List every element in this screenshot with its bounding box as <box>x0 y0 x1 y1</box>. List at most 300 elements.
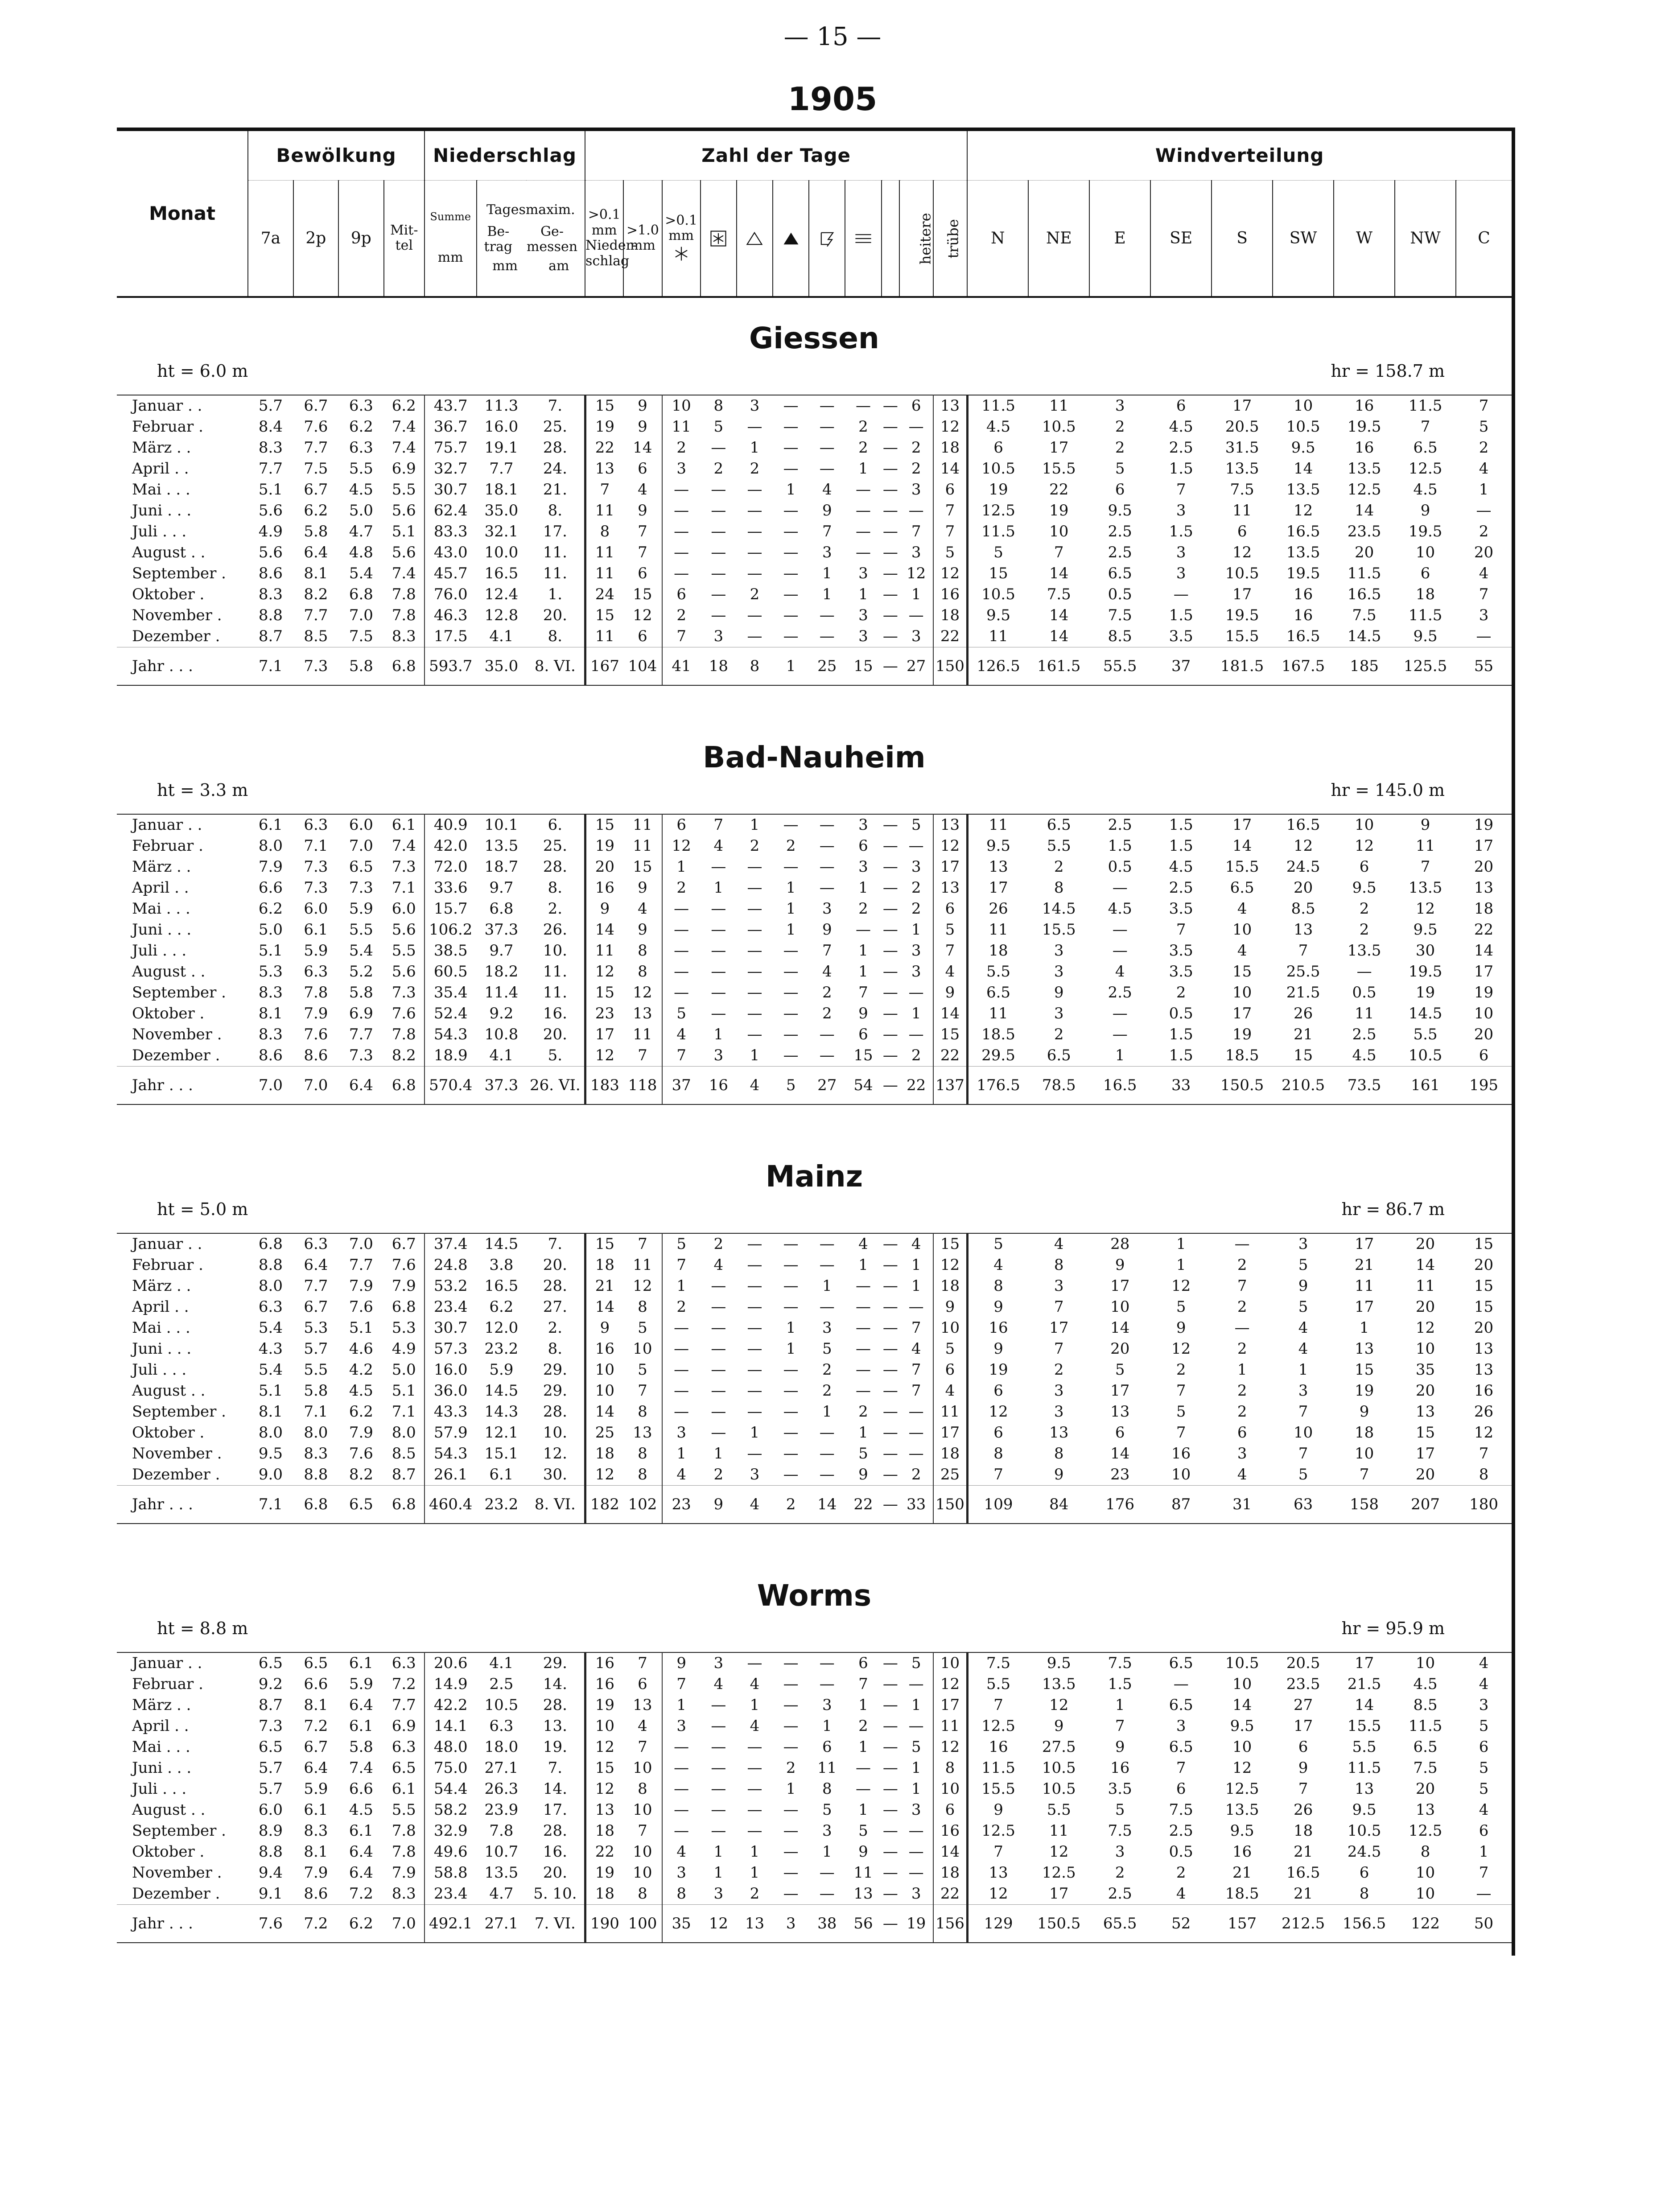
table-cell: 28 <box>1089 1233 1150 1255</box>
month-label: Jahr . . . <box>117 1905 248 1943</box>
table-cell: 8.3 <box>304 1822 328 1840</box>
table-cell: 7 <box>899 1318 933 1339</box>
table-cell: 6 <box>933 479 967 500</box>
table-cell: 11 <box>595 502 615 519</box>
table-cell: 27 <box>1293 1696 1313 1714</box>
table-cell: — <box>711 481 726 498</box>
table-cell: 12.5 <box>981 502 1015 519</box>
table-cell: 14.5 <box>477 1233 527 1255</box>
table-cell: 9 <box>993 1298 1003 1316</box>
table-cell: 7.0 <box>384 1905 424 1943</box>
table-cell: 102 <box>623 1486 662 1524</box>
table-cell: — <box>674 1738 689 1756</box>
table-cell: 30.7 <box>433 1319 468 1337</box>
table-cell: 4 <box>993 1256 1003 1274</box>
table-cell: 2 <box>1237 1382 1247 1400</box>
table-cell: 19 <box>595 418 615 436</box>
table-cell: — <box>1476 627 1492 645</box>
table-cell: — <box>773 1652 809 1674</box>
table-cell: — <box>882 439 898 457</box>
graupel-icon <box>781 229 801 248</box>
header-tagesmaxim-label: Tagesmaxim. <box>486 202 575 218</box>
table-cell: 13 <box>623 1695 662 1716</box>
table-cell: — <box>899 416 933 437</box>
table-cell: 8.3 <box>258 585 283 603</box>
table-cell: 5.8 <box>304 1382 328 1400</box>
table-cell: — <box>882 1424 898 1442</box>
table-cell: 5 <box>662 1233 701 1255</box>
table-cell: — <box>674 481 689 498</box>
table-cell: 23.2 <box>484 1340 519 1358</box>
month-label: April . . <box>132 460 189 478</box>
table-cell: 6.8 <box>349 585 373 603</box>
table-cell: 167 <box>585 647 623 686</box>
table-cell: 10 <box>595 1717 615 1735</box>
table-cell: 16 <box>595 1675 615 1693</box>
table-cell: 3 <box>1115 1843 1125 1861</box>
table-cell: — <box>783 1696 799 1714</box>
header-bottom-rule <box>117 296 1512 298</box>
table-cell: — <box>1112 1005 1128 1022</box>
table-cell: — <box>899 1841 933 1862</box>
table-cell: 12 <box>595 963 615 980</box>
table-cell: 54.3 <box>433 1445 468 1462</box>
table-cell: 8 <box>993 1277 1003 1295</box>
table-cell: 26.1 <box>433 1466 468 1483</box>
table-cell: — <box>711 1361 726 1379</box>
table-row <box>117 1821 1512 1841</box>
table-cell: 5 <box>993 544 1003 561</box>
table-cell: 1 <box>750 1843 760 1861</box>
table-cell: 12 <box>1232 1759 1252 1777</box>
table-cell: 7 <box>993 1843 1003 1861</box>
table-cell: 7 <box>1298 1403 1308 1421</box>
table-cell: 6 <box>1479 1046 1489 1064</box>
table-cell: 8.5 <box>1413 1696 1438 1714</box>
table-cell: 19 <box>899 1905 933 1943</box>
table-row <box>117 1297 1512 1318</box>
table-cell: 16.5 <box>1286 523 1320 540</box>
fog-icon <box>853 229 873 248</box>
header-wind-sw: SW <box>1273 180 1334 296</box>
table-cell: 7 <box>1176 921 1186 939</box>
table-cell: — <box>747 921 762 939</box>
table-cell: 12 <box>595 1046 615 1064</box>
table-cell: 15 <box>933 1024 967 1045</box>
table-cell: 5.6 <box>384 542 424 563</box>
table-cell: — <box>783 1885 799 1903</box>
table-cell: 7.1 <box>304 837 328 855</box>
table-cell: 7 <box>933 940 967 961</box>
table-cell: 16.0 <box>433 1361 468 1379</box>
table-cell: 19 <box>595 1696 615 1714</box>
table-cell: 18 <box>933 437 967 458</box>
station-ht: ht = 6.0 m <box>157 361 248 381</box>
table-cell: 10 <box>623 1758 662 1779</box>
table-cell: 20 <box>1415 1780 1435 1798</box>
header-sym-fog <box>845 180 881 296</box>
table-cell: 18.5 <box>1225 1046 1259 1064</box>
table-cell: 5.1 <box>258 481 283 498</box>
header-betrag-unit: mm <box>492 258 518 274</box>
table-cell: 1 <box>899 584 933 605</box>
table-cell: — <box>819 1026 835 1043</box>
table-cell: 6.1 <box>384 1779 424 1800</box>
table-cell: — <box>899 836 933 857</box>
table-cell: — <box>674 984 689 1001</box>
table-cell: 17 <box>1232 585 1252 603</box>
table-cell: 18 <box>595 1256 615 1274</box>
table-cell: — <box>819 1424 835 1442</box>
table-cell: 14 <box>1232 1696 1252 1714</box>
table-cell: — <box>882 481 898 498</box>
table-cell: 55 <box>1456 647 1512 686</box>
table-cell: 9 <box>993 1801 1003 1819</box>
table-cell: — <box>819 858 835 876</box>
table-cell: 14 <box>1049 627 1069 645</box>
table-cell: 1 <box>1115 1696 1125 1714</box>
table-cell: 4.6 <box>349 1340 373 1358</box>
table-cell: 5.5 <box>986 963 1011 980</box>
table-cell: 6.2 <box>349 418 373 436</box>
table-cell: 10 <box>623 1800 662 1821</box>
table-cell: 4.5 <box>1169 418 1193 436</box>
table-cell: 6.0 <box>338 814 383 836</box>
month-label: Jahr . . . <box>117 647 248 686</box>
table-cell: 32.9 <box>433 1822 468 1840</box>
table-cell: 6.6 <box>258 879 283 897</box>
table-cell: 181.5 <box>1212 647 1273 686</box>
table-cell: — <box>711 921 726 939</box>
table-cell: 2 <box>1237 1298 1247 1316</box>
table-row <box>117 1422 1512 1443</box>
table-cell: — <box>855 481 871 498</box>
table-cell: 3 <box>822 1696 832 1714</box>
table-cell: 195 <box>1456 1067 1512 1105</box>
table-cell: 3.5 <box>1169 900 1193 918</box>
table-cell: 6 <box>993 439 1003 457</box>
table-cell: 1 <box>899 1695 933 1716</box>
table-cell: 6 <box>1298 1738 1308 1756</box>
station-name: Worms <box>757 1578 872 1613</box>
table-cell: 6 <box>623 563 662 584</box>
table-cell: 58.2 <box>433 1801 468 1819</box>
table-cell: 3 <box>822 900 832 918</box>
table-cell: — <box>747 1382 762 1400</box>
table-cell: 6.5 <box>1047 1046 1071 1064</box>
table-cell: 9.5 <box>1352 879 1377 897</box>
table-cell: — <box>855 544 871 561</box>
table-cell: 8 <box>1054 1256 1064 1274</box>
table-cell: 7.3 <box>384 982 424 1003</box>
table-cell: 3 <box>1176 564 1186 582</box>
header-windverteilung: Windverteilung <box>967 131 1512 180</box>
table-cell: 2 <box>1115 418 1125 436</box>
table-cell: 3 <box>858 858 868 876</box>
table-cell: 5 <box>967 1233 1028 1255</box>
table-cell: — <box>882 942 898 960</box>
table-cell: — <box>711 1319 726 1337</box>
table-cell: — <box>882 1801 898 1819</box>
table-cell: 5 <box>1479 418 1489 436</box>
table-cell: — <box>783 1382 799 1400</box>
table-cell: 7.7 <box>304 1277 328 1295</box>
table-cell: 12 <box>1232 544 1252 561</box>
table-cell: — <box>899 605 933 626</box>
table-cell: 1.5 <box>1108 1675 1132 1693</box>
table-cell: 9 <box>858 1843 868 1861</box>
table-cell: 22 <box>595 439 615 457</box>
table-cell: 17 <box>1474 963 1494 980</box>
table-cell: 16 <box>595 1340 615 1358</box>
table-cell: 5.5 <box>384 940 424 961</box>
table-cell: — <box>882 1319 898 1337</box>
month-label: Oktober . <box>132 1424 205 1442</box>
table-cell: 17 <box>1049 1885 1069 1903</box>
station-hr: hr = 95.9 m <box>1341 1619 1445 1638</box>
table-cell: 21 <box>1232 1864 1252 1882</box>
table-cell: 65.5 <box>1089 1905 1150 1943</box>
table-cell: 1 <box>750 1424 760 1442</box>
table-cell: 28. <box>526 857 585 877</box>
table-cell: 1 <box>858 879 868 897</box>
table-cell: 15.5 <box>1347 1717 1381 1735</box>
table-cell: 5.6 <box>384 919 424 940</box>
table-cell: 5.1 <box>384 1380 424 1401</box>
table-cell: 2 <box>1237 1256 1247 1274</box>
table-cell: 2 <box>1115 439 1125 457</box>
table-cell: 35 <box>662 1905 701 1943</box>
table-cell: 6.3 <box>258 1298 283 1316</box>
table-cell: 8.2 <box>304 585 328 603</box>
table-cell: 17 <box>1415 1445 1435 1462</box>
table-cell: 6. <box>526 814 585 836</box>
table-cell: 26. VI. <box>526 1067 585 1105</box>
table-cell: 6.8 <box>384 647 424 686</box>
table-cell: — <box>882 647 900 686</box>
table-cell: — <box>899 1674 933 1695</box>
month-label: Jahr . . . <box>117 1486 248 1524</box>
table-cell: 5 <box>933 542 967 563</box>
table-cell: 1. <box>526 584 585 605</box>
table-cell: — <box>1476 1885 1492 1903</box>
table-cell: 2 <box>676 879 686 897</box>
table-cell: — <box>773 814 809 836</box>
table-cell: 9 <box>623 919 662 940</box>
table-cell: 6.4 <box>349 1696 373 1714</box>
table-cell: 43.7 <box>424 395 477 416</box>
table-cell: 10 <box>662 395 701 416</box>
table-cell: 183 <box>585 1067 623 1105</box>
table-cell: 83.3 <box>433 523 468 540</box>
table-cell: 1 <box>1479 481 1489 498</box>
table-cell: — <box>783 984 799 1001</box>
table-cell: — <box>783 1361 799 1379</box>
table-cell: 13.5 <box>1225 1801 1259 1819</box>
table-row <box>117 1652 1512 1674</box>
table-cell: 13.5 <box>1225 460 1259 478</box>
table-cell: 14 <box>933 1003 967 1024</box>
table-cell: 15 <box>1232 963 1252 980</box>
table-row <box>117 395 1512 416</box>
table-cell: 6 <box>993 1382 1003 1400</box>
table-cell: — <box>711 1424 726 1442</box>
table-cell: 4 <box>1115 963 1125 980</box>
month-label: Juli . . . <box>132 942 187 960</box>
table-cell: 14 <box>595 1298 615 1316</box>
table-cell: 5.6 <box>384 500 424 521</box>
table-cell: 29. <box>526 1380 585 1401</box>
table-cell: 6.4 <box>349 1864 373 1882</box>
table-cell: — <box>882 1905 900 1943</box>
table-cell: 52 <box>1150 1905 1212 1943</box>
table-cell: 7 <box>676 1256 686 1274</box>
table-cell: 8 <box>623 1464 662 1486</box>
table-cell: 2 <box>822 1382 832 1400</box>
table-cell: 4.5 <box>1169 858 1193 876</box>
table-cell: 4 <box>737 1486 773 1524</box>
table-cell: 8.7 <box>258 1696 283 1714</box>
table-cell: 14 <box>1474 942 1494 960</box>
table-cell: 150 <box>933 647 967 686</box>
table-cell: 21 <box>1293 1885 1313 1903</box>
table-cell: — <box>819 1298 835 1316</box>
table-cell: 7.4 <box>349 1759 373 1777</box>
table-cell: 17 <box>1474 837 1494 855</box>
table-cell: 8 <box>623 1297 662 1318</box>
table-cell: 7.9 <box>384 1862 424 1883</box>
table-cell: — <box>674 1822 689 1840</box>
table-cell: 11.5 <box>1408 1717 1442 1735</box>
table-cell: 10 <box>1415 1340 1435 1358</box>
header-sym-snow <box>701 180 737 296</box>
table-cell: 1 <box>786 1780 796 1798</box>
table-cell: 11 <box>672 418 691 436</box>
table-cell: — <box>882 1067 900 1105</box>
table-cell: — <box>783 564 799 582</box>
month-label: Januar . . <box>117 814 248 836</box>
table-row <box>117 814 1512 836</box>
table-cell: 1 <box>899 1779 933 1800</box>
table-cell: 21 <box>1293 1843 1313 1861</box>
table-cell: 6.1 <box>304 921 328 939</box>
table-cell: 12 <box>623 1276 662 1297</box>
table-cell: 9 <box>822 502 832 519</box>
table-cell: 7 <box>899 1380 933 1401</box>
table-cell: 7.9 <box>258 858 283 876</box>
table-cell: 1 <box>1237 1361 1247 1379</box>
month-label: Mai . . . <box>132 1738 190 1756</box>
table-cell: 18 <box>595 1445 615 1462</box>
table-cell: — <box>882 502 898 519</box>
table-cell: 8.2 <box>384 1045 424 1067</box>
table-cell: 6.4 <box>349 1843 373 1861</box>
table-cell: 2 <box>858 439 868 457</box>
table-cell: — <box>711 606 726 624</box>
table-cell: 125.5 <box>1395 647 1456 686</box>
table-cell: 18 <box>933 1443 967 1464</box>
table-cell: 1 <box>858 963 868 980</box>
table-cell: 5 <box>933 919 967 940</box>
month-label: März . . <box>132 1696 191 1714</box>
table-cell: 9 <box>623 877 662 898</box>
table-cell: 2 <box>750 460 760 478</box>
month-label: Januar . . <box>117 1652 248 1674</box>
table-row <box>117 1464 1512 1486</box>
table-cell: 6.1 <box>338 1652 383 1674</box>
table-cell: 6.2 <box>304 502 328 519</box>
table-cell: 7.6 <box>384 1255 424 1276</box>
table-cell: 5.7 <box>304 1340 328 1358</box>
month-label: April . . <box>132 1298 189 1316</box>
table-cell: 17 <box>1334 1233 1395 1255</box>
table-cell: 13 <box>623 1003 662 1024</box>
table-cell: 18 <box>595 1822 615 1840</box>
table-cell: — <box>882 858 898 876</box>
table-cell: 9 <box>600 900 610 918</box>
table-cell: — <box>855 1759 871 1777</box>
table-cell: 6.5 <box>1413 1738 1438 1756</box>
table-cell: 7 <box>822 523 832 540</box>
right-rule <box>1512 128 1515 1956</box>
table-cell: 12.5 <box>1042 1864 1076 1882</box>
table-row <box>117 1800 1512 1821</box>
table-cell: 15 <box>1456 1233 1512 1255</box>
table-cell: — <box>783 1466 799 1483</box>
table-cell: 26 <box>989 900 1008 918</box>
table-cell: 13.5 <box>1347 942 1381 960</box>
table-row <box>117 1695 1512 1716</box>
table-cell: 2 <box>750 585 760 603</box>
table-cell: 16.5 <box>1089 1067 1150 1105</box>
table-cell: 5.6 <box>258 544 283 561</box>
table-cell: 18.9 <box>433 1046 468 1064</box>
table-cell: — <box>1173 585 1189 603</box>
table-row <box>117 1233 1512 1255</box>
table-cell: 10 <box>1232 1675 1252 1693</box>
table-cell: 2 <box>1359 921 1369 939</box>
table-cell: 6.8 <box>293 1486 338 1524</box>
table-cell: 176 <box>1089 1486 1150 1524</box>
table-cell: — <box>674 1801 689 1819</box>
table-cell: 18 <box>933 1276 967 1297</box>
table-cell: 5.3 <box>384 1318 424 1339</box>
table-cell: 3 <box>899 1883 933 1905</box>
table-cell: 9 <box>1115 1738 1125 1756</box>
table-cell: 4 <box>1237 942 1247 960</box>
table-cell: 1 <box>858 585 868 603</box>
table-cell: 0.5 <box>1352 984 1377 1001</box>
table-cell: 14 <box>1354 502 1374 519</box>
table-cell: 3 <box>1054 1005 1064 1022</box>
table-cell: 5.5 <box>349 921 373 939</box>
table-cell: 2 <box>858 900 868 918</box>
table-cell: — <box>809 1233 845 1255</box>
table-cell: — <box>747 1445 762 1462</box>
table-cell: 5 <box>1298 1298 1308 1316</box>
table-cell: 129 <box>967 1905 1028 1943</box>
table-cell: 28. <box>526 1821 585 1841</box>
table-cell: 1.5 <box>1169 1026 1193 1043</box>
table-cell: 5.2 <box>349 963 373 980</box>
table-cell: 17 <box>933 1422 967 1443</box>
table-cell: 13 <box>1354 1340 1374 1358</box>
table-cell: 5 <box>1176 1298 1186 1316</box>
table-cell: 3 <box>822 1822 832 1840</box>
table-cell: — <box>882 900 898 918</box>
table-cell: 12 <box>989 1403 1008 1421</box>
table-cell: 4 <box>623 1716 662 1737</box>
